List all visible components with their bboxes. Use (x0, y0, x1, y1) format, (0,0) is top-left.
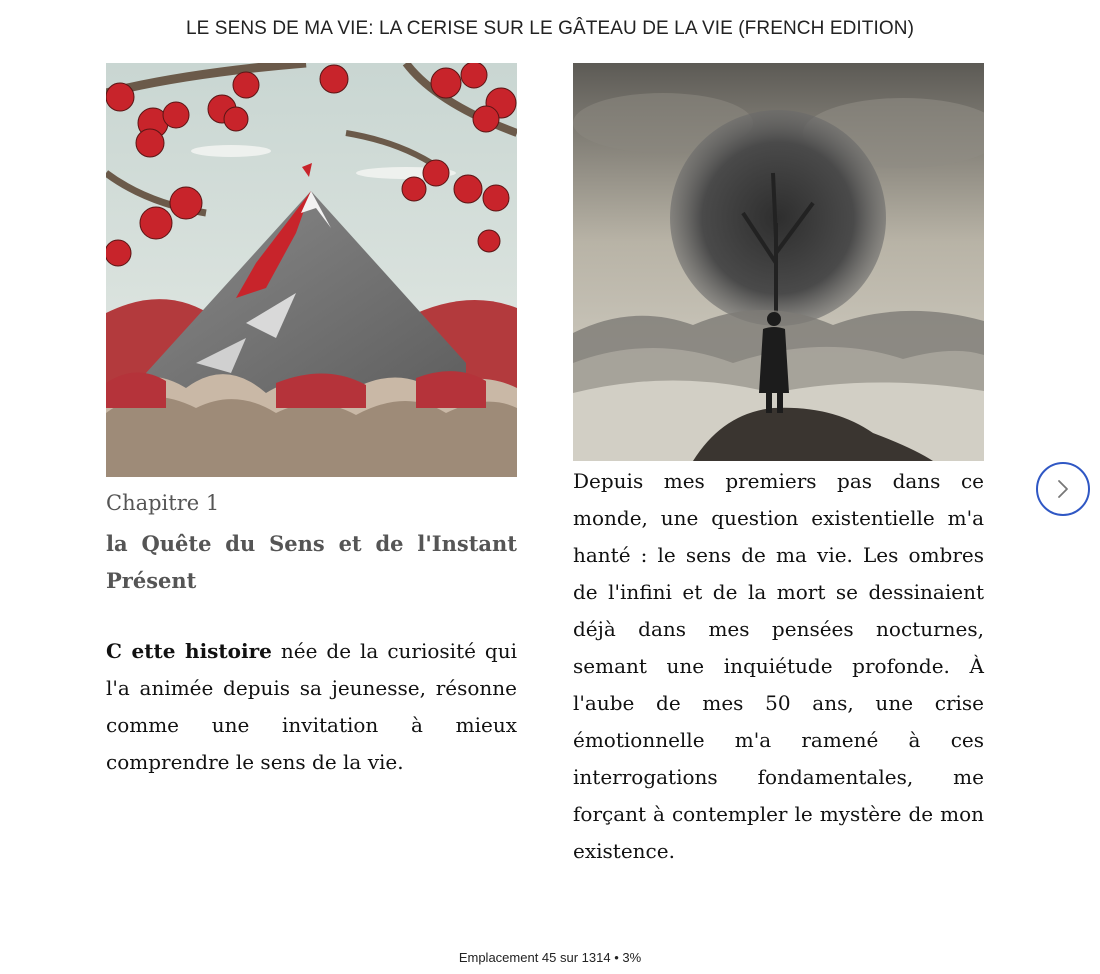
lead-phrase: C ette histoire (106, 639, 272, 663)
man-under-tree-illustration-icon (573, 63, 984, 461)
reading-location: Emplacement 45 sur 1314 • 3% (458, 950, 642, 965)
next-page-button[interactable] (1036, 462, 1090, 516)
book-title: LE SENS DE MA VIE: LA CERISE SUR LE GÂTEAU DE LA VIE (FRENCH EDITION) (185, 18, 915, 39)
left-page-text (106, 633, 517, 781)
right-page (573, 63, 984, 870)
left-page (106, 63, 517, 781)
right-page-text: Depuis mes premiers pas dans ce monde, une question existentielle m'a hanté : le sens de ma vie. Les ombres de l'infini et de la mort se dessinaient déjà dans mes pensées nocturnes, semant une inquiétude profonde. À l'aube de mes 50 ans, une crise émotionnelle m'a ramené à ces interrogations fondamentales, me forçant à contempler le mystère de mon existence. (573, 469, 984, 863)
left-page-body: née de la curiosité qui l'a animée depuis sa jeunesse, résonne comme une invitation à mieux comprendre le sens de la vie. (106, 639, 518, 774)
cherry-mountain-illustration-icon (106, 63, 517, 477)
chevron-right-icon (1054, 478, 1072, 500)
chapter-label: Chapitre 1 (106, 491, 220, 515)
chapter-title: la Quête du Sens et de l'Instant Présent (106, 531, 517, 593)
